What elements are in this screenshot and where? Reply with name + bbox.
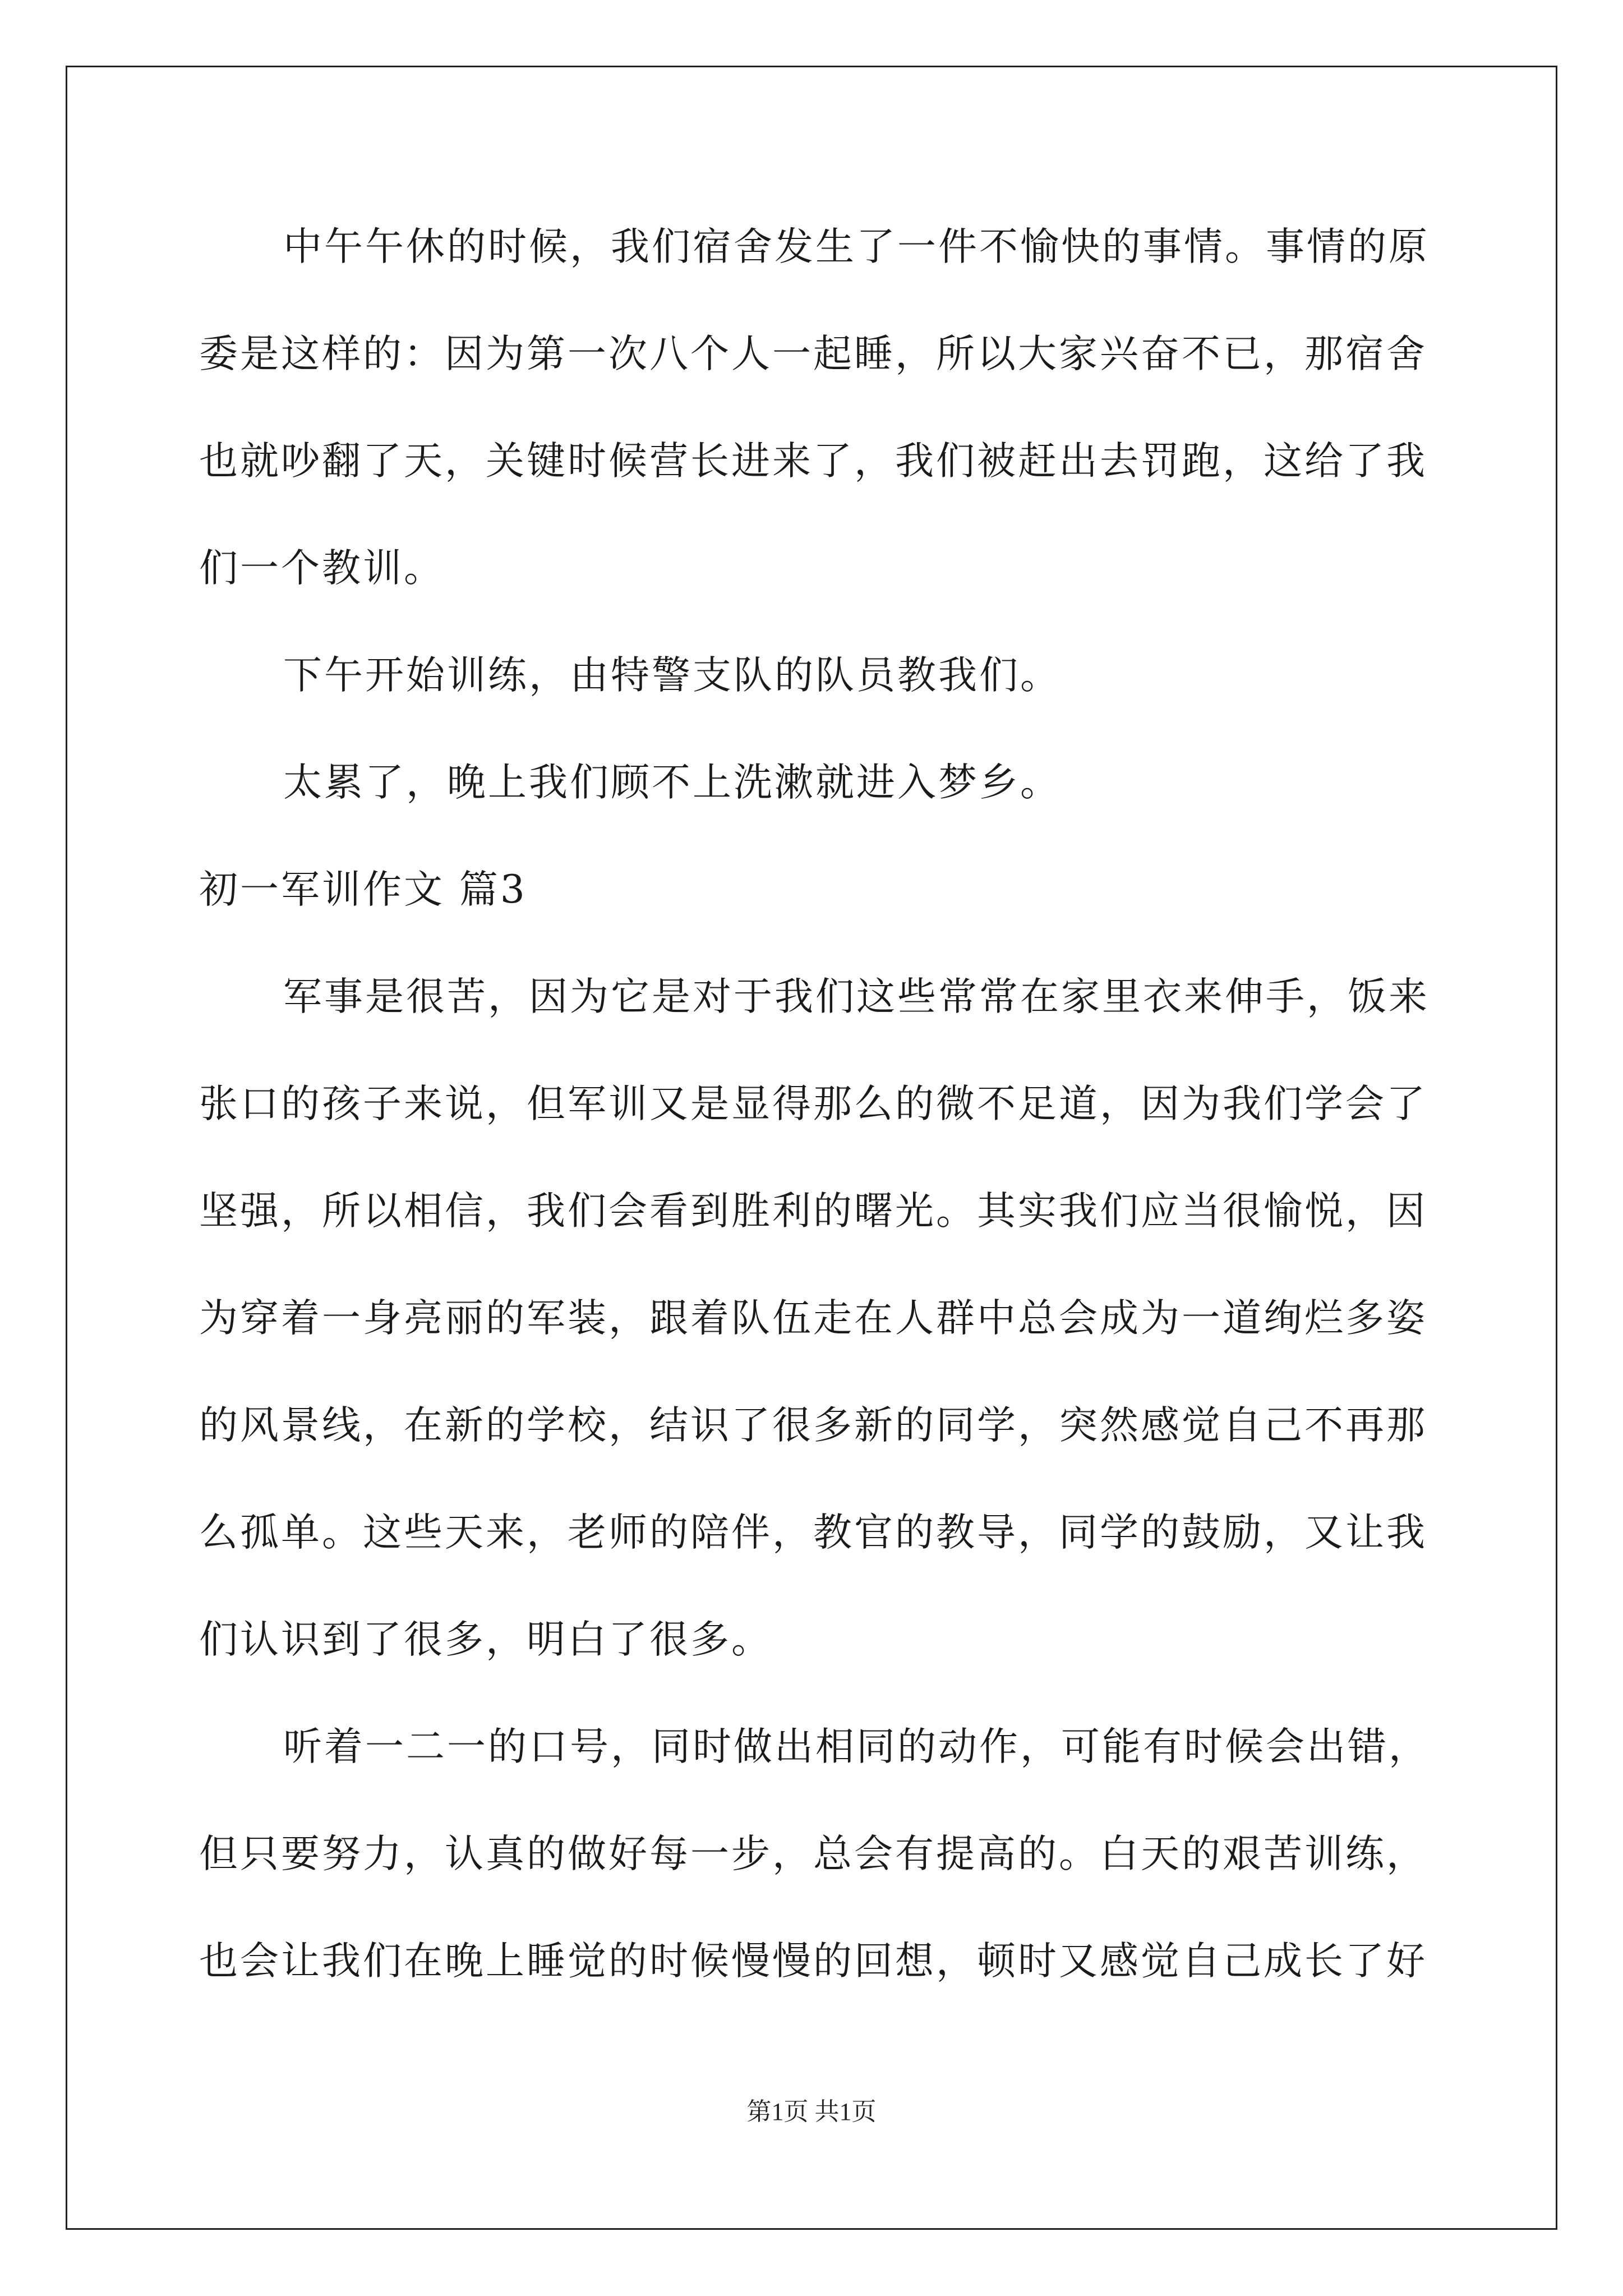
paragraph-line: 也会让我们在晚上睡觉的时候慢慢的回想，顿时又感觉自己成长了好 <box>199 1939 1427 1984</box>
paragraph-line: 么孤单。这些天来，老师的陪伴，教官的教导，同学的鼓励，又让我 <box>199 1510 1427 1555</box>
paragraph-line: 也就吵翻了天，关键时候营长进来了，我们被赶出去罚跑，这给了我 <box>199 439 1427 484</box>
paragraph-line: 太累了，晚上我们顾不上洗漱就进入梦乡。 <box>283 760 1061 805</box>
paragraph-line: 们一个教训。 <box>199 546 445 591</box>
paragraph-line: 为穿着一身亮丽的军装，跟着队伍走在人群中总会成为一道绚烂多姿 <box>199 1296 1427 1341</box>
paragraph-line: 坚强，所以相信，我们会看到胜利的曙光。其实我们应当很愉悦，因 <box>199 1189 1427 1234</box>
paragraph-line: 中午午休的时候，我们宿舍发生了一件不愉快的事情。事情的原 <box>283 224 1430 269</box>
paragraph-line: 军事是很苦，因为它是对于我们这些常常在家里衣来伸手，饭来 <box>283 974 1430 1019</box>
paragraph-line: 的风景线，在新的学校，结识了很多新的同学，突然感觉自己不再那 <box>199 1403 1427 1448</box>
paragraph-line: 张口的孩子来说，但军训又是显得那么的微不足道，因为我们学会了 <box>199 1082 1427 1126</box>
paragraph-line: 委是这样的：因为第一次八个人一起睡，所以大家兴奋不已，那宿舍 <box>199 332 1427 376</box>
paragraph-line: 但只要努力，认真的做好每一步，总会有提高的。白天的艰苦训练， <box>199 1832 1427 1876</box>
paragraph-line: 下午开始训练，由特警支队的队员教我们。 <box>283 653 1061 698</box>
paragraph-line: 听着一二一的口号，同时做出相同的动作，可能有时候会出错， <box>283 1724 1430 1769</box>
document-body <box>199 216 1433 2037</box>
paragraph-line: 们认识到了很多，明白了很多。 <box>199 1617 772 1662</box>
section-heading: 初一军训作文 篇3 <box>199 867 527 912</box>
page-footer <box>0 2091 1623 2127</box>
page-number: 第1页 共1页 <box>746 2098 877 2125</box>
